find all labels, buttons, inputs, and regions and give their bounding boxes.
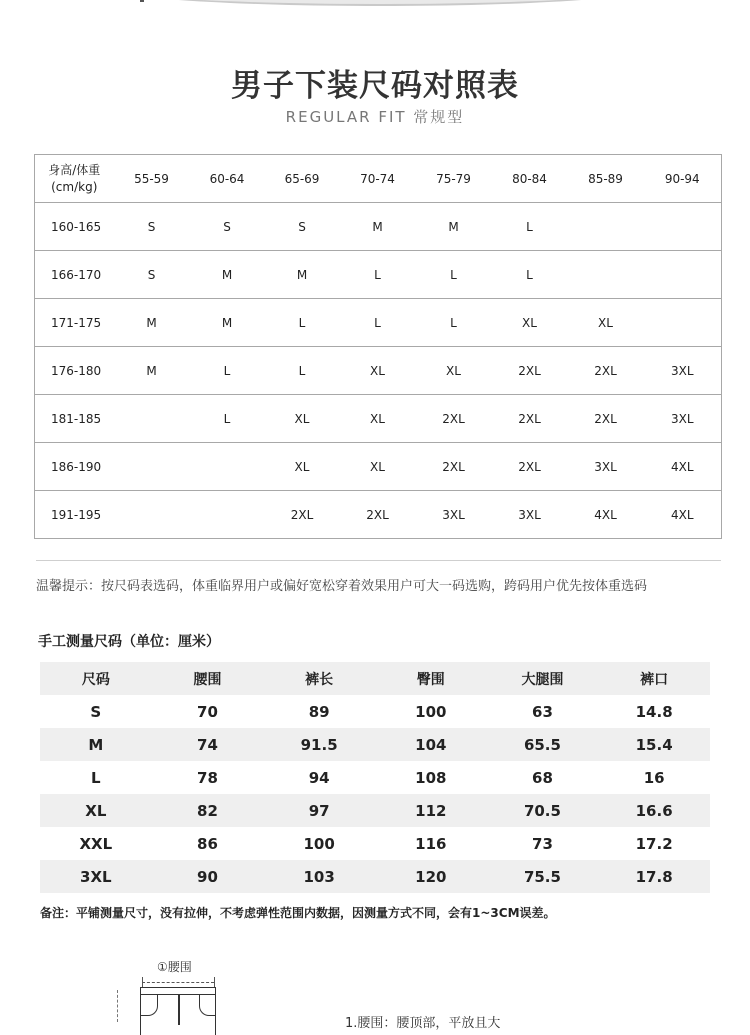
waist-measure-description: 1.腰围：腰顶部，平放且大 (345, 1016, 501, 1031)
size-cell: 3XL (492, 491, 568, 539)
measurement-value: 86 (197, 834, 218, 853)
size-cell: 2XL (492, 347, 568, 395)
size-cell: S (190, 203, 265, 251)
page-title: 男子下装尺码对照表 (231, 68, 519, 104)
size-cell: L (265, 299, 340, 347)
measurement-header: 大腿围 (487, 662, 599, 695)
size-cell: 2XL (492, 443, 568, 491)
size-chart-row (35, 203, 722, 251)
measurement-row (40, 761, 710, 794)
measurement-header: 裤口 (598, 662, 710, 695)
measurement-size: M (40, 728, 152, 761)
height-range: 186-190 (35, 443, 114, 491)
measurement-header: 尺码 (40, 662, 152, 695)
page-subtitle: REGULAR FIT 常规型 (285, 108, 465, 126)
measurement-value: 94 (308, 768, 330, 787)
size-cell (190, 491, 265, 539)
size-cell (114, 491, 190, 539)
pants-pocket-right-icon (199, 995, 216, 1016)
size-cell (644, 203, 722, 251)
size-cell: L (340, 251, 416, 299)
measurement-value: 103 (263, 860, 375, 893)
measurement-table (40, 662, 710, 893)
measurement-value: 70.5 (487, 794, 599, 827)
size-cell: 2XL (568, 395, 644, 443)
waist-measure-tick-left (142, 977, 143, 987)
size-cell: 2XL (492, 395, 568, 443)
measurement-value: 16 (643, 768, 665, 787)
measurement-value: 15.4 (598, 728, 710, 761)
size-cell: L (190, 395, 265, 443)
size-cell: L (416, 251, 492, 299)
measurement-value: 63 (532, 702, 553, 721)
size-chart-row (35, 251, 722, 299)
measurement-value: 108 (415, 768, 447, 787)
size-cell: 2XL (416, 395, 492, 443)
height-range: 181-185 (35, 395, 114, 443)
size-cell (644, 251, 722, 299)
height-range: 171-175 (35, 299, 114, 347)
size-cell: 4XL (568, 491, 644, 539)
size-chart-row (35, 443, 722, 491)
size-cell: XL (340, 395, 416, 443)
size-cell: XL (340, 443, 416, 491)
measurement-row (40, 827, 710, 860)
weight-header: 90-94 (644, 155, 722, 203)
measurement-note: 备注：平铺测量尺寸，没有拉伸，不考虑弹性范围内数据，因测量方式不同，会有1~3CM误差。 (40, 906, 556, 920)
measurement-value: 120 (375, 860, 487, 893)
waist-measure-line (142, 982, 214, 983)
measurement-value: 17.8 (598, 860, 710, 893)
measurement-row (40, 860, 710, 893)
measurement-value: 16.6 (598, 794, 710, 827)
measurement-value: 68 (532, 768, 553, 787)
size-cell: M (190, 299, 265, 347)
size-cell: M (416, 203, 492, 251)
pants-fly-icon (178, 995, 180, 1025)
measurement-size: XL (40, 794, 152, 827)
measurement-row (40, 794, 710, 827)
measurement-value: 89 (308, 702, 330, 721)
size-cell: XL (340, 347, 416, 395)
height-range: 160-165 (35, 203, 114, 251)
waist-diagram-label: ①腰围 (157, 960, 192, 974)
size-cell: 2XL (340, 491, 416, 539)
size-cell: 3XL (568, 443, 644, 491)
size-cell: XL (492, 299, 568, 347)
height-range: 166-170 (35, 251, 114, 299)
size-tip: 温馨提示：按尺码表选码，体重临界用户或偏好宽松穿着效果用户可大一码选购，跨码用户优先按体重选码 (36, 579, 648, 594)
weight-header: 70-74 (340, 155, 416, 203)
pants-waistband-icon (140, 987, 216, 995)
size-cell: 2XL (265, 491, 340, 539)
measurement-row (40, 695, 710, 728)
size-cell (644, 299, 722, 347)
measurement-value: 70 (197, 702, 218, 721)
weight-header: 75-79 (416, 155, 492, 203)
size-chart-row (35, 395, 722, 443)
measurement-value: 73 (532, 834, 553, 853)
size-cell: S (114, 203, 190, 251)
measurement-title: 手工测量尺码（单位：厘米） (38, 634, 220, 650)
weight-header: 85-89 (568, 155, 644, 203)
top-product-image-edge (110, 0, 650, 6)
size-chart-row (35, 347, 722, 395)
size-cell: 3XL (644, 347, 722, 395)
measurement-value: 65.5 (487, 728, 599, 761)
measurement-value: 97 (263, 794, 375, 827)
size-cell: 3XL (416, 491, 492, 539)
measurement-value: 78 (197, 768, 218, 787)
top-product-image-detail (140, 0, 144, 2)
measurement-row (40, 728, 710, 761)
size-cell: M (190, 251, 265, 299)
size-cell: XL (265, 443, 340, 491)
measurement-value: 116 (415, 834, 447, 853)
weight-header: 80-84 (492, 155, 568, 203)
size-cell: L (492, 203, 568, 251)
size-cell: 4XL (644, 443, 722, 491)
measurement-value: 90 (152, 860, 264, 893)
size-chart-table (34, 154, 722, 539)
size-cell (568, 251, 644, 299)
size-cell: XL (568, 299, 644, 347)
size-cell: L (492, 251, 568, 299)
size-cell: 3XL (644, 395, 722, 443)
size-cell: L (190, 347, 265, 395)
size-cell: L (416, 299, 492, 347)
measurement-value: 75.5 (487, 860, 599, 893)
length-measure-line (117, 990, 118, 1022)
measurement-value: 14.8 (635, 702, 673, 721)
measurement-value: 100 (415, 702, 447, 721)
size-cell: S (114, 251, 190, 299)
size-chart-corner (35, 155, 114, 203)
size-chart-header-row (35, 155, 722, 203)
size-cell: L (340, 299, 416, 347)
measurement-value: 17.2 (635, 834, 673, 853)
size-cell (568, 203, 644, 251)
measurement-value: 74 (152, 728, 264, 761)
corner-label-height-weight: 身高/体重 (48, 162, 101, 177)
measurement-value: 104 (375, 728, 487, 761)
size-cell: XL (416, 347, 492, 395)
measurement-value: 91.5 (263, 728, 375, 761)
section-divider (36, 560, 721, 561)
height-range: 176-180 (35, 347, 114, 395)
corner-label-unit: (cm/kg) (51, 179, 98, 194)
measurement-header: 臀围 (375, 662, 487, 695)
size-cell (190, 443, 265, 491)
measurement-size: S (90, 702, 102, 721)
measurement-value: 100 (303, 834, 335, 853)
weight-header: 65-69 (265, 155, 340, 203)
weight-header: 55-59 (114, 155, 190, 203)
size-cell: 4XL (644, 491, 722, 539)
measurement-value: 112 (375, 794, 487, 827)
size-cell: 2XL (568, 347, 644, 395)
size-cell: XL (265, 395, 340, 443)
size-cell: 2XL (416, 443, 492, 491)
size-cell: M (340, 203, 416, 251)
size-cell: L (265, 347, 340, 395)
waist-measure-tick-right (214, 977, 215, 987)
size-cell: M (114, 347, 190, 395)
measurement-header: 腰围 (152, 662, 264, 695)
measurement-size: XXL (79, 834, 113, 853)
size-cell (114, 395, 190, 443)
measurement-value: 82 (152, 794, 264, 827)
size-cell: M (265, 251, 340, 299)
measurement-header-row (40, 662, 710, 695)
size-cell: M (114, 299, 190, 347)
size-chart-row (35, 299, 722, 347)
measurement-header: 裤长 (263, 662, 375, 695)
size-chart-row (35, 491, 722, 539)
height-range: 191-195 (35, 491, 114, 539)
size-cell (114, 443, 190, 491)
measurement-size: 3XL (40, 860, 152, 893)
size-cell: S (265, 203, 340, 251)
weight-header: 60-64 (190, 155, 265, 203)
measurement-size: L (91, 768, 101, 787)
